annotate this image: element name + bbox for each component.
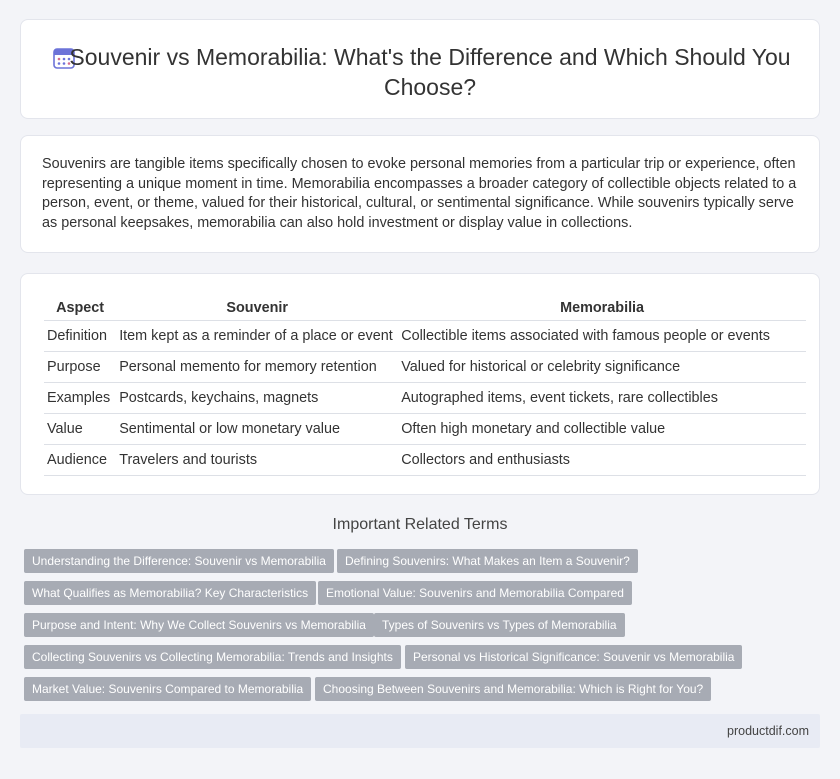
table-row <box>44 444 806 475</box>
table-row <box>44 320 806 351</box>
related-term-link[interactable]: What Qualifies as Memorabilia? Key Characteristics <box>24 581 316 605</box>
related-term-link[interactable]: Defining Souvenirs: What Makes an Item a Souvenir? <box>337 549 638 573</box>
table-cell: Collectible items associated with famous people or events <box>398 320 806 351</box>
table-cell: Sentimental or low monetary value <box>116 413 398 444</box>
column-header-aspect: Aspect <box>44 296 116 320</box>
table-header-row <box>44 296 806 320</box>
table-row <box>44 413 806 444</box>
related-term-link[interactable]: Purpose and Intent: Why We Collect Souvenirs vs Memorabilia <box>24 613 374 637</box>
related-term-link[interactable]: Personal vs Historical Significance: Souvenir vs Memorabilia <box>405 645 742 669</box>
table-cell: Examples <box>44 382 116 413</box>
intro-paragraph: Souvenirs are tangible items specifically chosen to evoke personal memories from a particular trip or experience, often representing a unique moment in time. Memorabilia encompasses a broader category of collectible objects related to a person, event, or theme, valued for their historical, cultural, or sentimental significance. While souvenirs typically serve as personal keepsakes, memorabilia can also hold investment or display value in collections. <box>42 156 797 231</box>
table-cell: Travelers and tourists <box>116 444 398 475</box>
table-cell: Often high monetary and collectible value <box>398 413 806 444</box>
related-term-link[interactable]: Types of Souvenirs vs Types of Memorabilia <box>374 613 625 637</box>
table-cell: Autographed items, event tickets, rare collectibles <box>398 382 806 413</box>
table-cell: Postcards, keychains, magnets <box>116 382 398 413</box>
related-term-link[interactable]: Collecting Souvenirs vs Collecting Memorabilia: Trends and Insights <box>24 645 401 669</box>
intro-card <box>20 135 820 253</box>
footer-bar <box>20 714 820 748</box>
table-row <box>44 382 806 413</box>
column-header-souvenir: Souvenir <box>116 296 398 320</box>
table-cell: Audience <box>44 444 116 475</box>
related-term-link[interactable]: Understanding the Difference: Souvenir vs Memorabilia <box>24 549 334 573</box>
header-card <box>20 19 820 119</box>
table-cell: Collectors and enthusiasts <box>398 444 806 475</box>
table-cell: Value <box>44 413 116 444</box>
related-term-link[interactable]: Market Value: Souvenirs Compared to Memorabilia <box>24 677 311 701</box>
table-cell: Definition <box>44 320 116 351</box>
table-cell: Item kept as a reminder of a place or event <box>116 320 398 351</box>
related-terms-title: Important Related Terms <box>332 516 508 533</box>
related-term-link[interactable]: Choosing Between Souvenirs and Memorabilia: Which is Right for You? <box>315 677 711 701</box>
comparison-table <box>44 296 806 476</box>
table-row <box>44 351 806 382</box>
comparison-table-card <box>20 273 820 495</box>
column-header-memorabilia: Memorabilia <box>398 296 806 320</box>
page-title: Souvenir vs Memorabilia: What's the Difference and Which Should You Choose? <box>69 44 791 100</box>
table-cell: Purpose <box>44 351 116 382</box>
footer-site-name: productdif.com <box>727 724 809 738</box>
table-cell: Personal memento for memory retention <box>116 351 398 382</box>
table-cell: Valued for historical or celebrity significance <box>398 351 806 382</box>
related-term-link[interactable]: Emotional Value: Souvenirs and Memorabilia Compared <box>318 581 632 605</box>
